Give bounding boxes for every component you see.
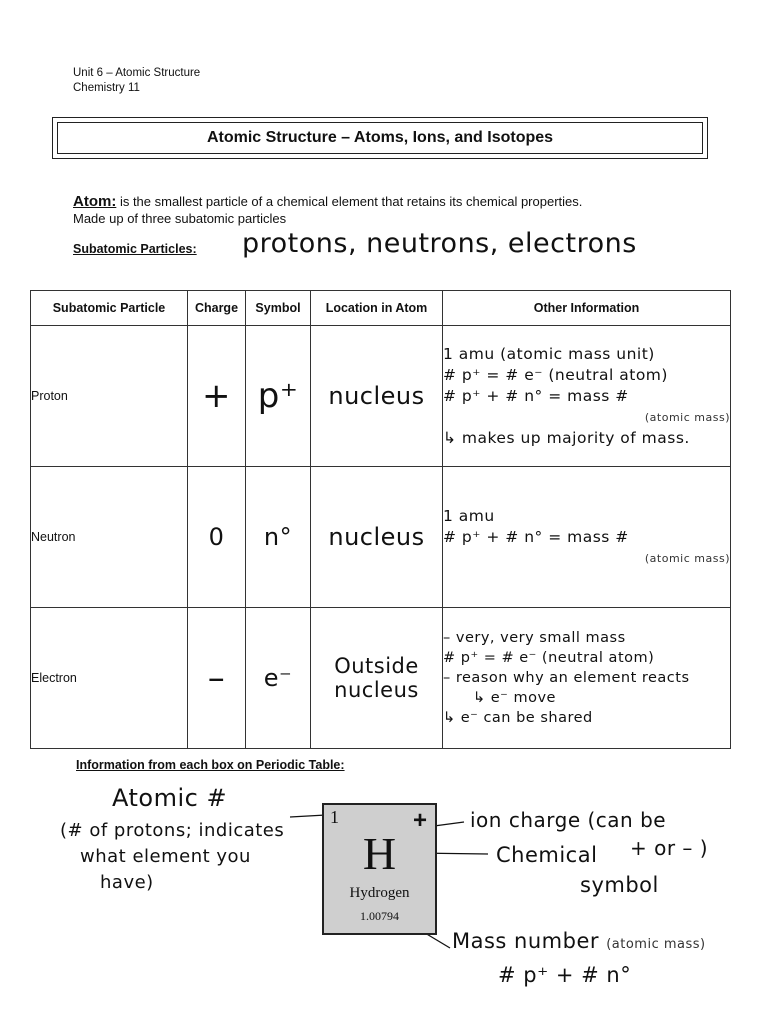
info-line: ↳ e⁻ move bbox=[473, 690, 556, 706]
info-line: 1 amu (atomic mass unit) bbox=[443, 344, 655, 363]
info-line: # p⁺ = # e⁻ (neutral atom) bbox=[443, 650, 655, 666]
location-line: nucleus bbox=[328, 523, 425, 551]
table-row bbox=[31, 608, 731, 749]
particle-info bbox=[443, 326, 731, 467]
note-line: # p⁺ + # n° bbox=[498, 963, 632, 987]
atom-definition-text: is the smallest particle of a chemical element that retains its chemical properties. bbox=[116, 194, 583, 209]
info-line: ↳ e⁻ can be shared bbox=[443, 710, 593, 726]
particle-symbol: p⁺ bbox=[246, 326, 311, 467]
course-heading: Chemistry 11 bbox=[73, 82, 140, 94]
particle-location bbox=[311, 608, 443, 749]
note-line: (atomic mass) bbox=[606, 937, 706, 952]
particle-charge: 0 bbox=[188, 467, 246, 608]
particle-charge: – bbox=[188, 608, 246, 749]
note-line: have) bbox=[100, 872, 154, 893]
particle-symbol: e⁻ bbox=[246, 608, 311, 749]
subatomic-label: Subatomic Particles: bbox=[73, 242, 197, 256]
location-line: Outside bbox=[334, 654, 419, 678]
particle-location bbox=[311, 467, 443, 608]
note-line: + or – ) bbox=[630, 836, 709, 860]
element-tile bbox=[322, 803, 437, 935]
particle-name: Electron bbox=[31, 608, 188, 749]
subatomic-particles-table bbox=[30, 290, 731, 749]
atom-term: Atom: bbox=[73, 193, 117, 210]
tile-atomic-mass: 1.00794 bbox=[360, 909, 399, 923]
header-charge: Charge bbox=[188, 291, 246, 326]
header-particle: Subatomic Particle bbox=[31, 291, 188, 326]
info-line: (atomic mass) bbox=[644, 551, 730, 565]
table-row bbox=[31, 326, 731, 467]
subatomic-answer: protons, neutrons, electrons bbox=[242, 228, 637, 259]
info-line: 1 amu bbox=[443, 506, 495, 525]
particle-info bbox=[443, 608, 731, 749]
note-line: Chemical bbox=[496, 843, 598, 867]
info-line: (atomic mass) bbox=[644, 410, 730, 424]
note-chemical-symbol bbox=[496, 840, 659, 900]
leader-atomic-number bbox=[290, 815, 326, 817]
note-mass-number bbox=[452, 926, 706, 990]
note-line: ion charge (can be bbox=[470, 808, 667, 832]
particle-charge: + bbox=[188, 326, 246, 467]
table-header-row bbox=[31, 291, 731, 326]
header-symbol: Symbol bbox=[246, 291, 311, 326]
unit-heading: Unit 6 – Atomic Structure bbox=[73, 67, 201, 79]
title-box bbox=[52, 117, 708, 159]
table-row bbox=[31, 467, 731, 608]
note-line: what element you bbox=[80, 846, 251, 867]
atom-definition-line2: Made up of three subatomic particles bbox=[73, 211, 287, 226]
header-location: Location in Atom bbox=[311, 291, 443, 326]
info-line: – reason why an element reacts bbox=[443, 670, 690, 686]
particle-info bbox=[443, 467, 731, 608]
particle-name: Neutron bbox=[31, 467, 188, 608]
info-line: – very, very small mass bbox=[443, 630, 626, 646]
tile-ion-charge: + bbox=[412, 807, 427, 834]
tile-element-name: Hydrogen bbox=[349, 885, 410, 901]
location-line-2: nucleus bbox=[334, 678, 419, 702]
tile-atomic-number: 1 bbox=[330, 807, 339, 827]
info-line: # p⁺ + # n° = mass # bbox=[443, 527, 629, 546]
info-line: # p⁺ = # e⁻ (neutral atom) bbox=[443, 365, 668, 384]
note-line: symbol bbox=[580, 873, 659, 897]
particle-location bbox=[311, 326, 443, 467]
particle-name: Proton bbox=[31, 326, 188, 467]
note-line: Mass number bbox=[452, 929, 600, 953]
header-other-info: Other Information bbox=[443, 291, 731, 326]
note-atomic-number bbox=[60, 818, 320, 896]
periodic-table-label: Information from each box on Periodic Table: bbox=[76, 758, 345, 772]
particle-symbol: n° bbox=[246, 467, 311, 608]
info-line: ↳ makes up majority of mass. bbox=[443, 428, 690, 447]
leader-ion-charge bbox=[434, 822, 464, 826]
location-line: nucleus bbox=[328, 382, 425, 410]
page-title: Atomic Structure – Atoms, Ions, and Isotopes bbox=[57, 122, 703, 154]
info-line: # p⁺ + # n° = mass # bbox=[443, 386, 629, 405]
tile-symbol: H bbox=[362, 828, 397, 879]
atom-definition bbox=[73, 193, 713, 227]
note-atomic-title: Atomic # bbox=[112, 784, 228, 812]
note-line: (# of protons; indicates bbox=[60, 820, 285, 841]
